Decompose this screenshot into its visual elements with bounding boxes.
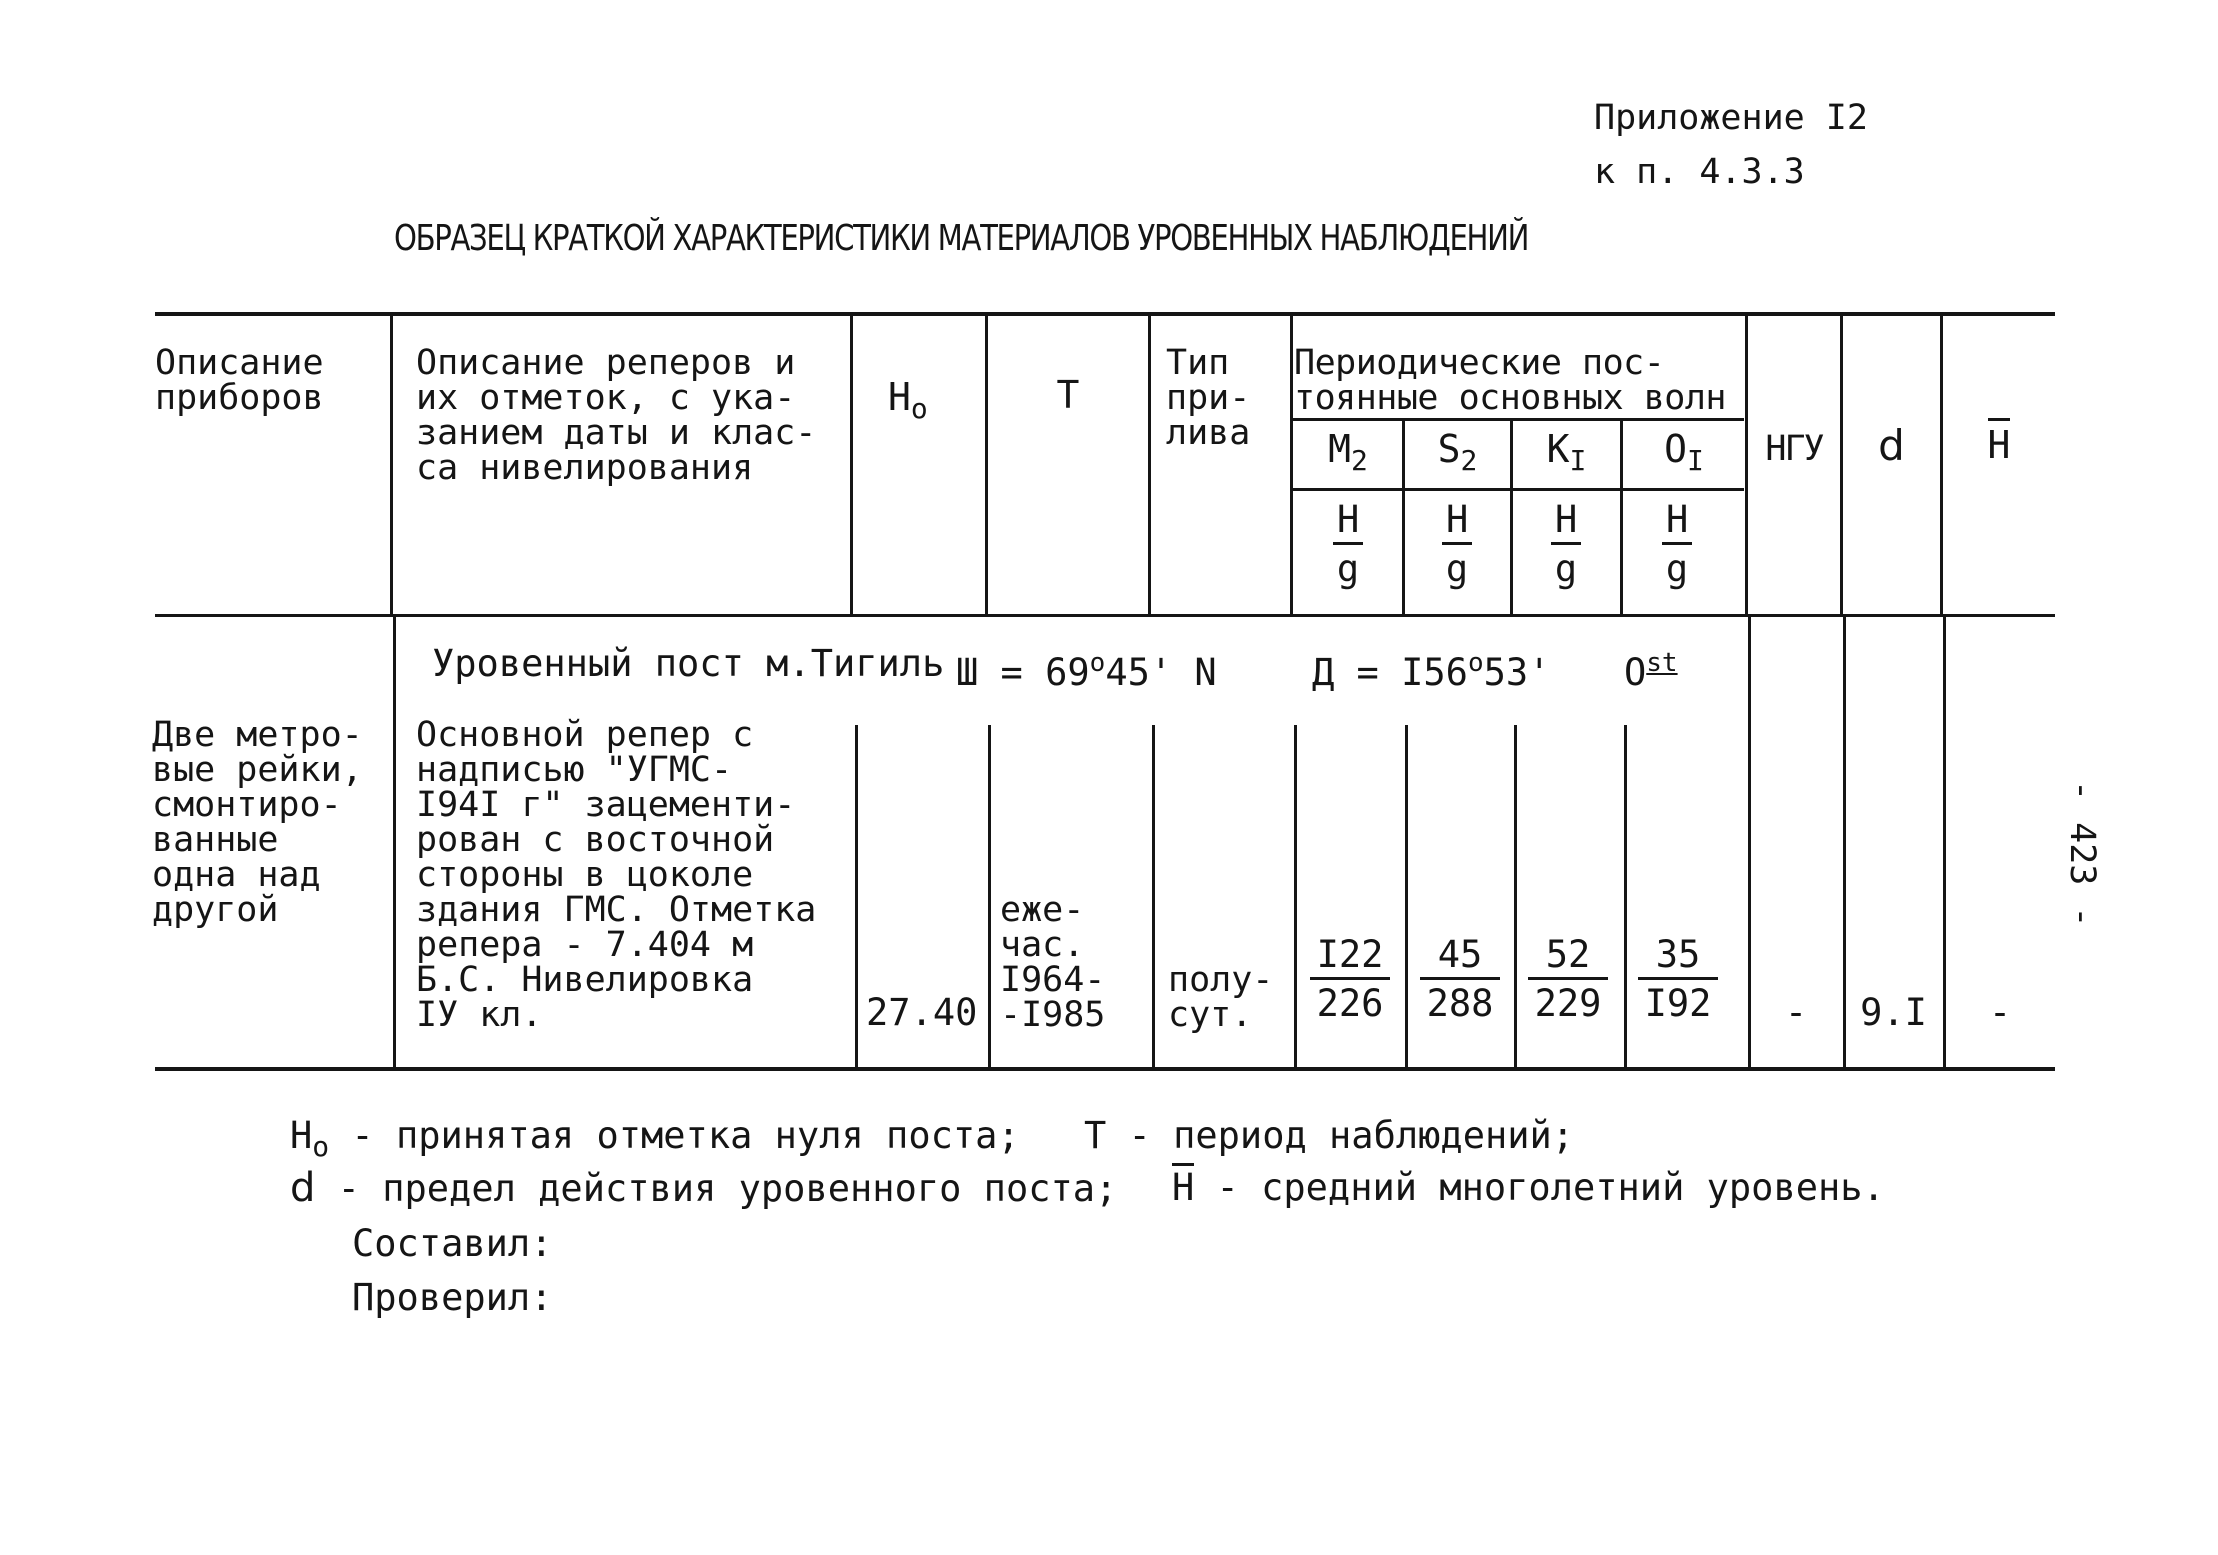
h0-subscript: o — [312, 1130, 330, 1163]
station-longitude-suffix — [1624, 646, 1678, 694]
header-frac-o1 — [1662, 500, 1692, 589]
wave-divider — [1292, 488, 1744, 491]
row-wave-k1 — [1528, 935, 1608, 1024]
document-title: ОБРАЗЕЦ КРАТКОЙ ХАРАКТЕРИСТИКИ МАТЕРИАЛОВ УРОВЕННЫХ НАБЛЮДЕНИЙ — [394, 218, 1529, 259]
col-divider — [855, 725, 858, 1069]
station-longitude — [1312, 646, 1551, 694]
periodic-divider — [1292, 418, 1744, 421]
frac-top: H — [1442, 500, 1472, 545]
legend-t: T - период наблюдений; — [1084, 1114, 1575, 1157]
phase-value: 226 — [1316, 982, 1384, 1025]
header-t: T — [1056, 373, 1080, 417]
header-wave-m2 — [1294, 427, 1402, 478]
phase-value: 229 — [1534, 982, 1602, 1025]
col-divider — [1840, 314, 1843, 614]
wave-subscript: 2 — [1460, 444, 1478, 477]
col-divider — [1294, 725, 1297, 1069]
header-wave-s2 — [1405, 427, 1510, 478]
hbar-symbol: H — [1988, 418, 2011, 467]
header-benchmarks: Описание реперов и их отметок, с ука- занием даты и клас- са нивелирования — [416, 343, 817, 488]
header-bottom-border — [155, 614, 2055, 617]
col-divider — [988, 725, 991, 1069]
header-frac-m2 — [1333, 500, 1363, 589]
col-divider — [1148, 314, 1151, 614]
col-divider — [1940, 314, 1943, 614]
row-benchmarks: Основной репер с надписью "УГМС- I94I г" зацементи- рован с восточной стороны в цоколе здания ГМС. Отметка репера - 7.404 м Б.С. Нивелировка IУ кл. — [416, 715, 817, 1035]
phase-value: I92 — [1644, 982, 1712, 1025]
header-h0 — [888, 375, 928, 426]
row-h0: 27.40 — [866, 991, 978, 1034]
lat-degree: o — [1089, 648, 1106, 678]
h0-symbol: H — [290, 1114, 313, 1157]
wave-subscript: I — [1569, 444, 1587, 477]
col-divider — [1152, 725, 1155, 1069]
row-wave-s2 — [1420, 935, 1500, 1024]
lon-suffix-sup: st — [1646, 648, 1678, 678]
wave-symbol: K — [1546, 427, 1570, 471]
row-wave-o1 — [1638, 935, 1718, 1024]
lat-label: Ш = 69 — [956, 651, 1090, 694]
row-wave-m2 — [1310, 935, 1390, 1024]
amplitude-value: I22 — [1310, 935, 1390, 980]
header-d: d — [1878, 421, 1905, 470]
col-divider — [985, 314, 988, 614]
amplitude-value: 35 — [1638, 935, 1718, 980]
lat-minutes: 45' N — [1105, 651, 1217, 694]
col-divider — [393, 617, 396, 1069]
header-frac-s2 — [1442, 500, 1472, 589]
lon-degree: o — [1467, 648, 1484, 678]
col-divider — [1405, 725, 1408, 1069]
frac-bottom: g — [1445, 547, 1469, 590]
header-frac-k1 — [1551, 500, 1581, 589]
amplitude-value: 52 — [1528, 935, 1608, 980]
wave-subscript: I — [1687, 444, 1704, 477]
wave-symbol: O — [1664, 427, 1688, 471]
col-divider — [1514, 725, 1517, 1069]
wave-subscript: 2 — [1351, 444, 1368, 477]
row-hbar: - — [1988, 991, 2012, 1034]
page-number: - 423 - — [2062, 780, 2102, 928]
col-divider — [850, 314, 853, 614]
header-tide-type: Тип при- лива — [1166, 343, 1251, 453]
hbar-symbol: H — [1172, 1163, 1194, 1209]
header-wave-o1 — [1623, 427, 1745, 478]
hbar-definition: - средний многолетний уровень. — [1194, 1166, 1885, 1209]
frac-top: H — [1333, 500, 1363, 545]
frac-top: H — [1551, 500, 1581, 545]
row-devices: Две метро- вые рейки, смонтиро- ванные одна над другой — [152, 715, 363, 930]
lon-suffix: O — [1624, 651, 1647, 694]
row-t: еже- час. I964- -I985 — [1000, 890, 1106, 1035]
header-devices: Описание приборов — [155, 343, 324, 418]
row-ngu: - — [1784, 991, 1808, 1034]
compiled-by: Составил: — [352, 1222, 553, 1265]
d-symbol: d — [290, 1165, 316, 1211]
header-wave-k1 — [1513, 427, 1620, 478]
lon-minutes: 53' — [1483, 651, 1551, 694]
col-divider — [1290, 314, 1293, 614]
appendix-line-1: Приложение I2 — [1594, 98, 1868, 138]
frac-top: H — [1662, 500, 1692, 545]
amplitude-value: 45 — [1420, 935, 1500, 980]
col-divider — [390, 314, 393, 614]
station-latitude — [956, 646, 1217, 694]
row-d: 9.I — [1860, 991, 1927, 1034]
col-divider — [1624, 725, 1627, 1069]
lon-label: Д = I56 — [1312, 651, 1468, 694]
wave-symbol: M — [1328, 427, 1352, 471]
h0-definition: - принятая отметка нуля поста; — [329, 1114, 1020, 1157]
station-name: Уровенный пост м.Тигиль — [432, 642, 945, 685]
table-bottom-border — [155, 1067, 2055, 1071]
header-hbar — [1943, 423, 2055, 467]
frac-bottom: g — [1554, 547, 1578, 590]
header-ngu: НГУ — [1765, 429, 1823, 469]
row-tide-type: полу- сут. — [1168, 960, 1274, 1035]
checked-by: Проверил: — [352, 1276, 553, 1319]
table-top-border — [155, 312, 2055, 316]
d-definition: - предел действия уровенного поста; — [315, 1167, 1118, 1210]
legend-d — [290, 1165, 1118, 1211]
appendix-line-2: к п. 4.3.3 — [1594, 152, 1805, 192]
frac-bottom: g — [1336, 547, 1360, 590]
h0-subscript: o — [910, 392, 928, 425]
legend-h0 — [290, 1114, 1020, 1165]
wave-symbol: S — [1437, 427, 1461, 471]
phase-value: 288 — [1426, 982, 1494, 1025]
header-periodic: Периодические пос- тоянные основных волн — [1294, 343, 1727, 418]
legend-hbar — [1172, 1166, 1885, 1209]
h0-symbol: H — [888, 375, 911, 419]
frac-bottom: g — [1665, 547, 1689, 590]
